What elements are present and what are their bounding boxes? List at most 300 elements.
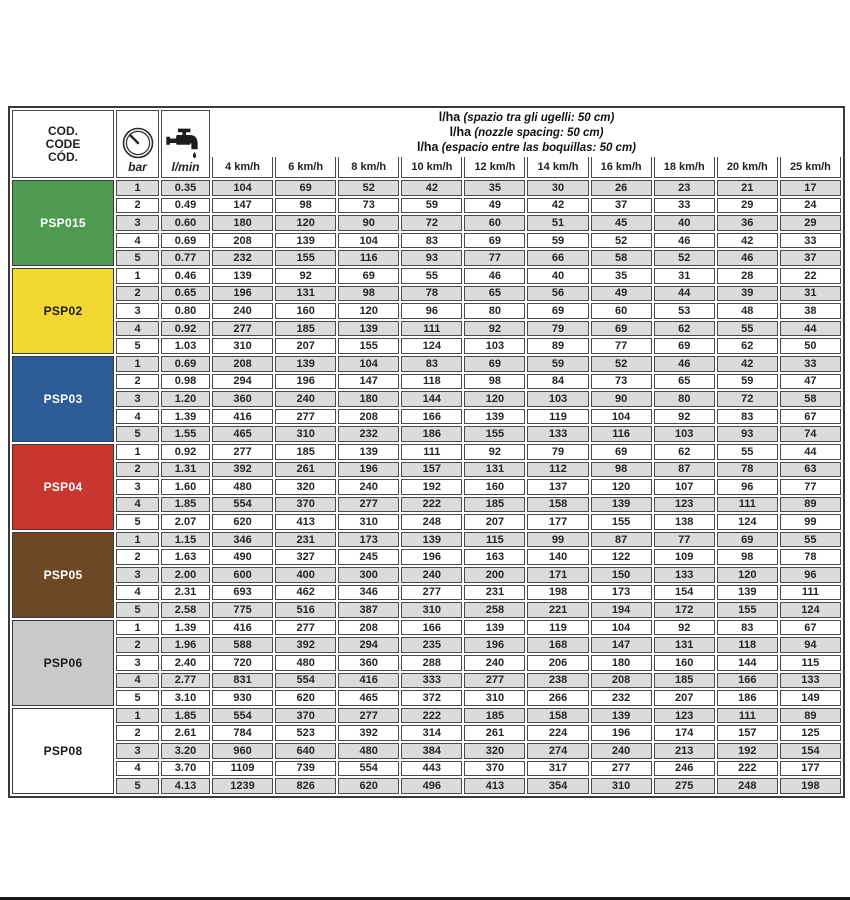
lha-value-cell: 194: [591, 602, 652, 618]
lha-value-cell: 155: [275, 250, 336, 266]
lha-value-cell: 80: [654, 391, 715, 407]
lha-value-cell: 133: [780, 673, 841, 689]
lha-value-cell: 826: [275, 778, 336, 794]
lha-value-cell: 248: [717, 778, 778, 794]
lha-value-cell: 232: [338, 426, 399, 442]
lha-value-cell: 92: [464, 444, 525, 460]
lha-value-cell: 80: [464, 303, 525, 319]
lha-value-cell: 24: [780, 198, 841, 214]
lha-value-cell: 116: [591, 426, 652, 442]
lha-value-cell: 55: [780, 532, 841, 548]
pressure-cell: 2: [116, 725, 159, 741]
lha-value-cell: 96: [401, 303, 462, 319]
table-row: [12, 250, 841, 266]
lha-value-cell: 42: [527, 198, 588, 214]
lha-value-cell: 65: [654, 374, 715, 390]
lha-value-cell: 69: [591, 444, 652, 460]
lha-value-cell: 154: [780, 743, 841, 759]
table-row: [12, 778, 841, 794]
lha-value-cell: 720: [212, 655, 273, 671]
pressure-cell: 1: [116, 444, 159, 460]
lha-value-cell: 310: [591, 778, 652, 794]
lha-value-cell: 59: [717, 374, 778, 390]
lha-value-cell: 154: [654, 585, 715, 601]
lha-value-cell: 245: [338, 549, 399, 565]
code-label-it: COD.: [48, 123, 78, 138]
lha-value-cell: 620: [338, 778, 399, 794]
pressure-cell: 3: [116, 655, 159, 671]
lha-value-cell: 63: [780, 462, 841, 478]
lha-value-cell: 98: [275, 198, 336, 214]
lha-value-cell: 157: [717, 725, 778, 741]
lha-value-cell: 77: [464, 250, 525, 266]
lha-value-cell: 78: [717, 462, 778, 478]
flow-rate-cell: 0.69: [161, 356, 210, 372]
lha-value-cell: 416: [212, 620, 273, 636]
lha-value-cell: 224: [527, 725, 588, 741]
lha-value-cell: 238: [527, 673, 588, 689]
lha-value-cell: 180: [212, 215, 273, 231]
lha-value-cell: 384: [401, 743, 462, 759]
flow-rate-cell: 0.92: [161, 321, 210, 337]
table-row: [12, 338, 841, 354]
speed-header-12-km/h: 12 km/h: [464, 157, 525, 178]
lha-value-cell: 207: [275, 338, 336, 354]
pressure-column-header: [116, 110, 159, 178]
table-row: [12, 391, 841, 407]
lha-value-cell: 222: [401, 497, 462, 513]
lha-value-cell: 300: [338, 567, 399, 583]
lha-value-cell: 33: [780, 356, 841, 372]
lha-value-cell: 56: [527, 286, 588, 302]
lha-value-cell: 144: [717, 655, 778, 671]
lha-value-cell: 139: [591, 708, 652, 724]
pressure-cell: 3: [116, 567, 159, 583]
lha-value-cell: 310: [401, 602, 462, 618]
lha-value-cell: 83: [401, 356, 462, 372]
lha-value-cell: 831: [212, 673, 273, 689]
table-row: [12, 567, 841, 583]
lha-value-cell: 33: [654, 198, 715, 214]
lha-value-cell: 99: [780, 514, 841, 530]
lha-value-cell: 370: [275, 708, 336, 724]
lha-value-cell: 40: [654, 215, 715, 231]
table-row: [12, 268, 841, 284]
lha-value-cell: 185: [275, 321, 336, 337]
lha-value-cell: 120: [591, 479, 652, 495]
lha-value-cell: 196: [464, 637, 525, 653]
lha-value-cell: 96: [780, 567, 841, 583]
lha-value-cell: 73: [591, 374, 652, 390]
lha-value-cell: 40: [527, 268, 588, 284]
code-label-es: CÓD.: [48, 149, 78, 164]
lha-caption-en: l/ha (nozzle spacing: 50 cm): [449, 125, 604, 139]
nozzle-rate-sheet: [8, 106, 845, 798]
lha-value-cell: 139: [275, 356, 336, 372]
lha-value-cell: 47: [780, 374, 841, 390]
lha-value-cell: 185: [275, 444, 336, 460]
flow-rate-cell: 3.70: [161, 761, 210, 777]
lha-value-cell: 235: [401, 637, 462, 653]
table-row: [12, 725, 841, 741]
lha-value-cell: 94: [780, 637, 841, 653]
lha-value-cell: 99: [527, 532, 588, 548]
lha-value-cell: 320: [275, 479, 336, 495]
lha-value-cell: 104: [591, 409, 652, 425]
flow-rate-cell: 1.55: [161, 426, 210, 442]
lha-value-cell: 78: [401, 286, 462, 302]
lha-value-cell: 60: [591, 303, 652, 319]
product-code-cell-PSP04: PSP04: [12, 444, 114, 530]
product-code-cell-PSP06: PSP06: [12, 620, 114, 706]
lha-value-cell: 52: [654, 250, 715, 266]
lha-value-cell: 207: [654, 690, 715, 706]
lha-value-cell: 166: [401, 620, 462, 636]
lha-value-cell: 133: [654, 567, 715, 583]
lha-value-cell: 320: [464, 743, 525, 759]
lha-value-cell: 29: [717, 198, 778, 214]
lha-value-cell: 131: [275, 286, 336, 302]
flow-rate-cell: 0.98: [161, 374, 210, 390]
lha-value-cell: 640: [275, 743, 336, 759]
lha-value-cell: 69: [527, 303, 588, 319]
speed-header-6-km/h: 6 km/h: [275, 157, 336, 178]
lha-value-cell: 87: [654, 462, 715, 478]
lha-value-cell: 37: [591, 198, 652, 214]
lha-value-cell: 207: [464, 514, 525, 530]
flow-rate-cell: 1.20: [161, 391, 210, 407]
lha-value-cell: 177: [527, 514, 588, 530]
lha-value-cell: 392: [338, 725, 399, 741]
lha-value-cell: 59: [527, 233, 588, 249]
lha-value-cell: 160: [654, 655, 715, 671]
lha-value-cell: 172: [654, 602, 715, 618]
lha-value-cell: 115: [464, 532, 525, 548]
lha-value-cell: 185: [654, 673, 715, 689]
lha-value-cell: 120: [464, 391, 525, 407]
lha-value-cell: 490: [212, 549, 273, 565]
lha-value-cell: 69: [338, 268, 399, 284]
lha-value-cell: 240: [275, 391, 336, 407]
flow-rate-cell: 1.85: [161, 708, 210, 724]
lha-value-cell: 17: [780, 180, 841, 196]
lha-value-cell: 111: [401, 444, 462, 460]
lha-value-cell: 139: [401, 532, 462, 548]
lha-value-cell: 198: [780, 778, 841, 794]
lha-value-cell: 372: [401, 690, 462, 706]
lha-value-cell: 960: [212, 743, 273, 759]
nozzle-flow-table: [8, 106, 845, 798]
lha-value-cell: 465: [338, 690, 399, 706]
table-row: [12, 462, 841, 478]
lha-value-cell: 92: [654, 620, 715, 636]
lha-value-cell: 775: [212, 602, 273, 618]
lha-value-cell: 104: [212, 180, 273, 196]
lha-value-cell: 55: [717, 444, 778, 460]
table-row: [12, 233, 841, 249]
lha-value-cell: 186: [717, 690, 778, 706]
lha-value-cell: 600: [212, 567, 273, 583]
flow-rate-cell: 1.39: [161, 409, 210, 425]
lha-value-cell: 115: [780, 655, 841, 671]
lha-value-cell: 370: [275, 497, 336, 513]
lha-value-cell: 387: [338, 602, 399, 618]
pressure-cell: 5: [116, 778, 159, 794]
lha-value-cell: 60: [464, 215, 525, 231]
lha-value-cell: 92: [464, 321, 525, 337]
lha-value-cell: 246: [654, 761, 715, 777]
speed-header-4-km/h: 4 km/h: [212, 157, 273, 178]
lha-value-cell: 124: [780, 602, 841, 618]
lha-caption-it: l/ha (spazio tra gli ugelli: 50 cm): [438, 110, 615, 124]
table-row: [12, 180, 841, 196]
lha-value-cell: 137: [527, 479, 588, 495]
table-row: [12, 215, 841, 231]
lha-value-cell: 83: [717, 409, 778, 425]
lha-value-cell: 248: [401, 514, 462, 530]
lha-value-cell: 139: [464, 409, 525, 425]
pressure-cell: 4: [116, 585, 159, 601]
lha-value-cell: 232: [212, 250, 273, 266]
pressure-cell: 5: [116, 602, 159, 618]
lha-value-cell: 69: [464, 356, 525, 372]
lha-value-cell: 69: [275, 180, 336, 196]
flow-rate-cell: 1.63: [161, 549, 210, 565]
pressure-cell: 2: [116, 462, 159, 478]
pressure-cell: 3: [116, 391, 159, 407]
lha-value-cell: 119: [527, 620, 588, 636]
lha-value-cell: 46: [654, 356, 715, 372]
pressure-cell: 4: [116, 761, 159, 777]
lha-value-cell: 196: [275, 374, 336, 390]
table-row: [12, 356, 841, 372]
lha-value-cell: 39: [717, 286, 778, 302]
lha-value-cell: 147: [591, 637, 652, 653]
lha-value-cell: 111: [780, 585, 841, 601]
speed-header-18-km/h: 18 km/h: [654, 157, 715, 178]
pressure-cell: 2: [116, 374, 159, 390]
lha-value-cell: 59: [401, 198, 462, 214]
pressure-cell: 2: [116, 637, 159, 653]
lha-value-cell: 138: [654, 514, 715, 530]
pressure-cell: 4: [116, 409, 159, 425]
lha-value-cell: 208: [212, 233, 273, 249]
pressure-cell: 5: [116, 250, 159, 266]
lha-value-cell: 74: [780, 426, 841, 442]
lha-value-cell: 177: [780, 761, 841, 777]
flow-rate-cell: 0.35: [161, 180, 210, 196]
lha-value-cell: 620: [212, 514, 273, 530]
lha-value-cell: 277: [212, 321, 273, 337]
flow-rate-cell: 2.07: [161, 514, 210, 530]
lha-value-cell: 120: [275, 215, 336, 231]
pressure-cell: 5: [116, 338, 159, 354]
lha-value-cell: 62: [654, 321, 715, 337]
lha-value-cell: 90: [591, 391, 652, 407]
pressure-cell: 1: [116, 708, 159, 724]
lha-value-cell: 107: [654, 479, 715, 495]
lha-value-cell: 79: [527, 321, 588, 337]
table-row: [12, 708, 841, 724]
lha-value-cell: 160: [464, 479, 525, 495]
lha-value-cell: 258: [464, 602, 525, 618]
pressure-cell: 3: [116, 479, 159, 495]
lha-value-cell: 92: [275, 268, 336, 284]
lha-value-cell: 46: [717, 250, 778, 266]
flow-rate-cell: 0.65: [161, 286, 210, 302]
lha-value-cell: 49: [591, 286, 652, 302]
lha-value-cell: 693: [212, 585, 273, 601]
lha-value-cell: 554: [212, 497, 273, 513]
lha-value-cell: 392: [212, 462, 273, 478]
lha-value-cell: 29: [780, 215, 841, 231]
table-row: [12, 374, 841, 390]
lha-value-cell: 58: [780, 391, 841, 407]
lha-value-cell: 620: [275, 690, 336, 706]
pressure-cell: 1: [116, 268, 159, 284]
pressure-cell: 4: [116, 673, 159, 689]
table-row: [12, 303, 841, 319]
lha-value-cell: 65: [464, 286, 525, 302]
flow-rate-cell: 2.77: [161, 673, 210, 689]
lha-value-cell: 131: [464, 462, 525, 478]
lha-value-cell: 72: [401, 215, 462, 231]
lha-value-cell: 46: [464, 268, 525, 284]
pressure-cell: 2: [116, 549, 159, 565]
flow-rate-cell: 1.03: [161, 338, 210, 354]
lha-value-cell: 314: [401, 725, 462, 741]
speed-header-25-km/h: 25 km/h: [780, 157, 841, 178]
lha-value-cell: 123: [654, 497, 715, 513]
flow-rate-cell: 2.40: [161, 655, 210, 671]
lha-value-cell: 45: [591, 215, 652, 231]
table-row: [12, 514, 841, 530]
lha-value-cell: 44: [780, 444, 841, 460]
lha-value-cell: 147: [212, 198, 273, 214]
lha-value-cell: 98: [717, 549, 778, 565]
lha-value-cell: 240: [464, 655, 525, 671]
lha-value-cell: 155: [338, 338, 399, 354]
lha-value-cell: 23: [654, 180, 715, 196]
table-row: [12, 532, 841, 548]
pressure-cell: 4: [116, 321, 159, 337]
lha-value-cell: 147: [338, 374, 399, 390]
product-code-cell-PSP05: PSP05: [12, 532, 114, 618]
lha-value-cell: 125: [780, 725, 841, 741]
lha-value-cell: 413: [464, 778, 525, 794]
lha-value-cell: 240: [212, 303, 273, 319]
lha-value-cell: 124: [401, 338, 462, 354]
lha-value-cell: 392: [275, 637, 336, 653]
speed-header-8-km/h: 8 km/h: [338, 157, 399, 178]
lha-value-cell: 42: [717, 356, 778, 372]
lha-value-cell: 21: [717, 180, 778, 196]
lha-value-cell: 185: [464, 497, 525, 513]
lha-value-cell: 33: [780, 233, 841, 249]
lha-value-cell: 196: [401, 549, 462, 565]
table-row: [12, 426, 841, 442]
flow-rate-cell: 2.58: [161, 602, 210, 618]
lha-value-cell: 180: [338, 391, 399, 407]
lha-value-cell: 465: [212, 426, 273, 442]
lha-value-cell: 158: [527, 497, 588, 513]
lha-value-cell: 37: [780, 250, 841, 266]
lha-value-cell: 67: [780, 620, 841, 636]
lha-value-cell: 22: [780, 268, 841, 284]
lha-value-cell: 31: [780, 286, 841, 302]
lha-value-cell: 67: [780, 409, 841, 425]
flow-rate-cell: 1.60: [161, 479, 210, 495]
lha-value-cell: 98: [464, 374, 525, 390]
lha-value-cell: 277: [338, 497, 399, 513]
lha-value-cell: 140: [527, 549, 588, 565]
lha-value-cell: 327: [275, 549, 336, 565]
lha-value-cell: 208: [338, 620, 399, 636]
lha-value-cell: 554: [338, 761, 399, 777]
lha-value-cell: 38: [780, 303, 841, 319]
lha-value-cell: 52: [591, 233, 652, 249]
table-row: [12, 761, 841, 777]
lha-value-cell: 277: [212, 444, 273, 460]
lha-value-cell: 240: [591, 743, 652, 759]
lha-value-cell: 208: [212, 356, 273, 372]
lha-value-cell: 554: [275, 673, 336, 689]
pressure-cell: 2: [116, 286, 159, 302]
code-column-header: [12, 110, 114, 178]
lha-value-cell: 66: [527, 250, 588, 266]
lha-value-cell: 53: [654, 303, 715, 319]
lha-value-cell: 198: [527, 585, 588, 601]
lha-value-cell: 69: [591, 321, 652, 337]
flow-rate-cell: 1.31: [161, 462, 210, 478]
lha-value-cell: 35: [591, 268, 652, 284]
speed-header-16-km/h: 16 km/h: [591, 157, 652, 178]
flow-rate-cell: 0.60: [161, 215, 210, 231]
table-row: [12, 585, 841, 601]
lha-value-cell: 30: [527, 180, 588, 196]
lha-value-cell: 69: [654, 338, 715, 354]
lha-value-cell: 73: [338, 198, 399, 214]
lha-value-cell: 416: [338, 673, 399, 689]
table-row: [12, 286, 841, 302]
lha-value-cell: 72: [717, 391, 778, 407]
lha-value-cell: 196: [338, 462, 399, 478]
lha-value-cell: 333: [401, 673, 462, 689]
flow-rate-cell: 2.31: [161, 585, 210, 601]
lha-value-cell: 150: [591, 567, 652, 583]
lha-value-cell: 139: [591, 497, 652, 513]
lha-value-cell: 232: [591, 690, 652, 706]
lha-value-cell: 31: [654, 268, 715, 284]
lmin-unit-label: l/min: [171, 160, 200, 174]
lha-value-cell: 231: [464, 585, 525, 601]
lha-value-cell: 155: [464, 426, 525, 442]
lha-value-cell: 120: [338, 303, 399, 319]
faucet-icon: [166, 126, 206, 160]
lha-value-cell: 261: [275, 462, 336, 478]
table-row: [12, 409, 841, 425]
lha-value-cell: 104: [591, 620, 652, 636]
lha-value-cell: 274: [527, 743, 588, 759]
lha-value-cell: 516: [275, 602, 336, 618]
table-row: [12, 637, 841, 653]
lha-value-cell: 42: [717, 233, 778, 249]
flow-rate-cell: 0.69: [161, 233, 210, 249]
lha-value-cell: 554: [212, 708, 273, 724]
flow-rate-cell: 2.00: [161, 567, 210, 583]
lha-value-cell: 52: [591, 356, 652, 372]
lha-value-cell: 77: [591, 338, 652, 354]
